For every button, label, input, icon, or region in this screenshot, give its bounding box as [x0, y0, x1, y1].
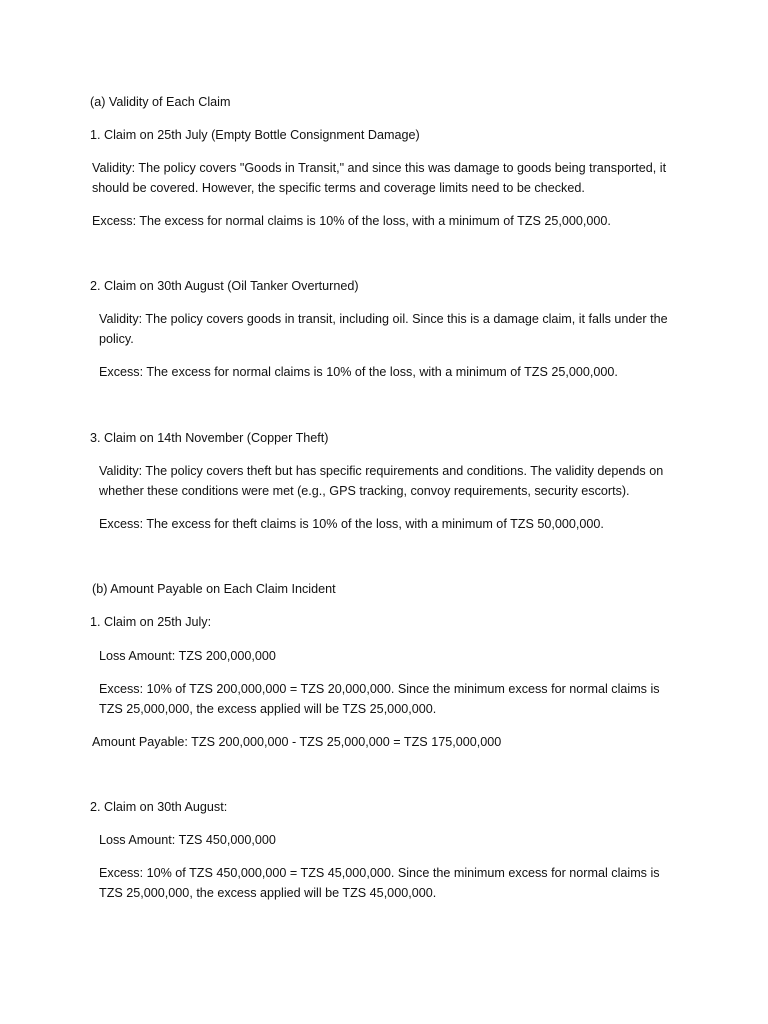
claim-1-title: 1. Claim on 25th July (Empty Bottle Consignment Damage): [90, 128, 420, 142]
claim-2-excess: Excess: The excess for normal claims is 10% of the loss, with a minimum of TZS 25,000,000.: [99, 365, 618, 379]
payable-2-title: 2. Claim on 30th August:: [90, 800, 228, 814]
payable-2-excess: Excess: 10% of TZS 450,000,000 = TZS 45,000,000. Since the minimum excess for normal claims is TZS 25,000,000, the excess applied will be TZS 45,000,000.: [99, 866, 663, 900]
claim-1-validity: Validity: The policy covers "Goods in Transit," and since this was damage to goods being transported, it should be covered. However, the specific terms and coverage limits need to be checked.: [92, 161, 670, 195]
claim-3-title: 3. Claim on 14th November (Copper Theft): [90, 431, 329, 445]
payable-1-amount: Amount Payable: TZS 200,000,000 - TZS 25,000,000 = TZS 175,000,000: [92, 735, 502, 749]
claim-1-excess: Excess: The excess for normal claims is 10% of the loss, with a minimum of TZS 25,000,000.: [92, 214, 611, 228]
claim-3-validity: Validity: The policy covers theft but has specific requirements and conditions. The validity depends on whether these conditions were met (e.g., GPS tracking, convoy requirements, security escorts).: [99, 464, 667, 498]
payable-1-excess: Excess: 10% of TZS 200,000,000 = TZS 20,000,000. Since the minimum excess for normal claims is TZS 25,000,000, the excess applied will be TZS 25,000,000.: [99, 682, 663, 716]
claim-2-validity: Validity: The policy covers goods in transit, including oil. Since this is a damage claim, it falls under the policy.: [99, 312, 672, 346]
section-a-heading: (a) Validity of Each Claim: [90, 95, 231, 109]
claim-2-title: 2. Claim on 30th August (Oil Tanker Overturned): [90, 279, 359, 293]
claim-3-excess: Excess: The excess for theft claims is 10% of the loss, with a minimum of TZS 50,000,000.: [99, 517, 604, 531]
payable-2-loss: Loss Amount: TZS 450,000,000: [99, 833, 276, 847]
payable-1-loss: Loss Amount: TZS 200,000,000: [99, 649, 276, 663]
section-b-heading: (b) Amount Payable on Each Claim Incident: [92, 582, 336, 596]
payable-1-title: 1. Claim on 25th July:: [90, 615, 212, 629]
